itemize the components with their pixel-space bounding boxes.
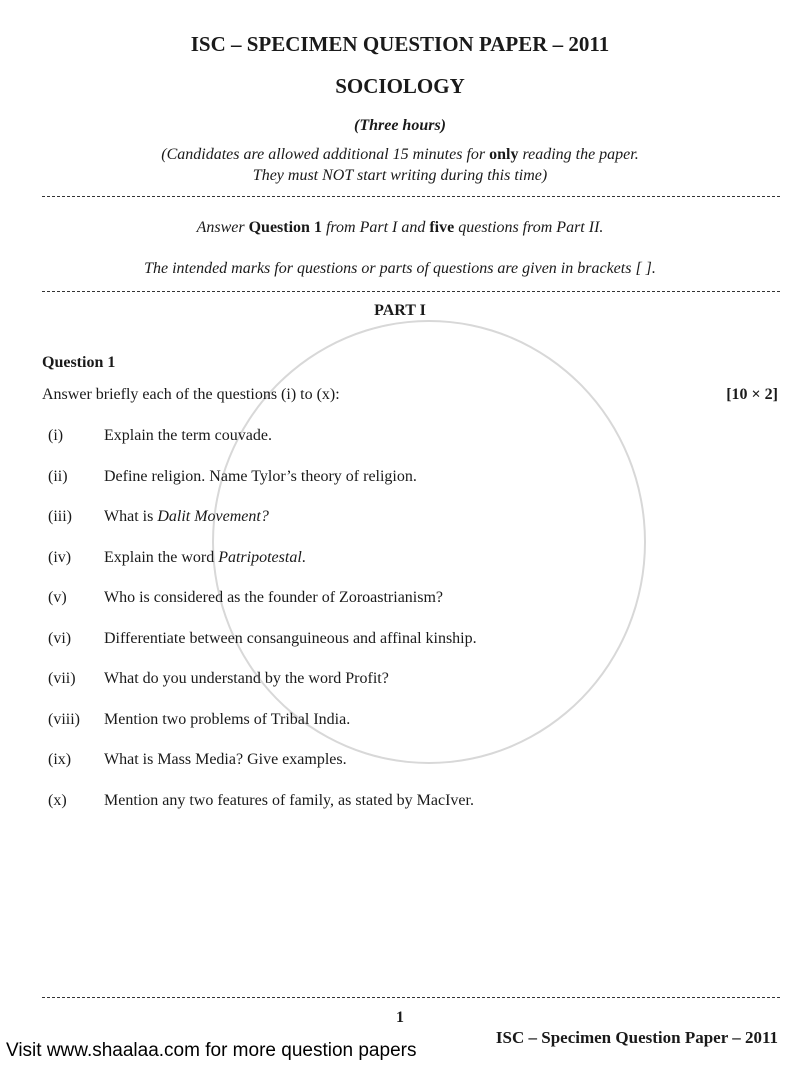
divider [42,291,780,292]
item-text: Mention two problems of Tribal India. [104,711,351,728]
item-number: (i) [48,427,64,444]
item-text: Explain the word [104,549,219,566]
answer-instruction [0,219,800,237]
running-title: ISC – Specimen Question Paper – 2011 [495,1028,778,1047]
list-item [48,468,417,486]
paper-title: ISC – SPECIMEN QUESTION PAPER – 2011 [190,32,610,56]
item-text: Who is considered as the founder of Zoroastrianism? [104,589,444,606]
item-number: (viii) [48,711,80,728]
subject-title: SOCIOLOGY [335,74,465,98]
question-heading: Question 1 [42,354,116,371]
note-emphasis: only [489,146,519,163]
item-text: What is Mass Media? Give examples. [104,751,347,768]
item-number: (ii) [48,468,68,485]
item-text: Define religion. Name Tylor’s theory of religion. [104,468,417,485]
note-text: (Candidates are allowed additional 15 minutes for [161,146,490,163]
item-number: (vii) [48,670,76,687]
list-item [48,630,477,648]
reading-time-note [0,146,800,164]
list-item [48,427,272,445]
item-text: . [301,549,306,566]
list-item [48,589,443,607]
item-number: (v) [48,589,67,606]
list-item [48,670,389,688]
list-item [48,711,350,729]
item-text: Differentiate between consanguineous and affinal kinship. [104,630,477,647]
item-number: (ix) [48,751,72,768]
item-emphasis: Dalit Movement? [157,508,269,525]
item-number: (iii) [48,508,72,525]
instruction-emphasis: five [429,219,455,236]
marks-instruction: The intended marks for questions or parts of questions are given in brackets [ ]. [144,260,656,277]
no-writing-note: They must NOT start writing during this time) [252,167,548,184]
duration: (Three hours) [353,117,446,134]
list-item [48,508,269,526]
item-emphasis: Patripotestal [218,549,302,566]
item-number: (vi) [48,630,72,647]
instruction-text: questions from Part II. [454,219,604,236]
item-text: What is [104,508,158,525]
item-text: Mention any two features of family, as stated by MacIver. [104,792,474,809]
instruction-emphasis: Question 1 [248,219,322,236]
list-item [48,792,474,810]
instruction-text: from Part I and [321,219,430,236]
question-marks: [10 × 2] [726,386,778,403]
item-number: (iv) [48,549,72,566]
instruction-text: Answer [196,219,249,236]
page-number: 1 [396,1009,404,1026]
divider [42,196,780,197]
item-text: Explain the term couvade. [104,427,272,444]
part-heading: PART I [374,302,426,319]
note-text: reading the paper. [518,146,639,163]
question-prompt: Answer briefly each of the questions (i) to (x): [42,386,340,403]
divider [42,997,780,998]
list-item [48,549,306,567]
visit-link[interactable]: Visit www.shaalaa.com for more question papers [6,1040,417,1061]
list-item [48,751,347,769]
item-number: (x) [48,792,67,809]
item-text: What do you understand by the word Profit? [104,670,389,687]
